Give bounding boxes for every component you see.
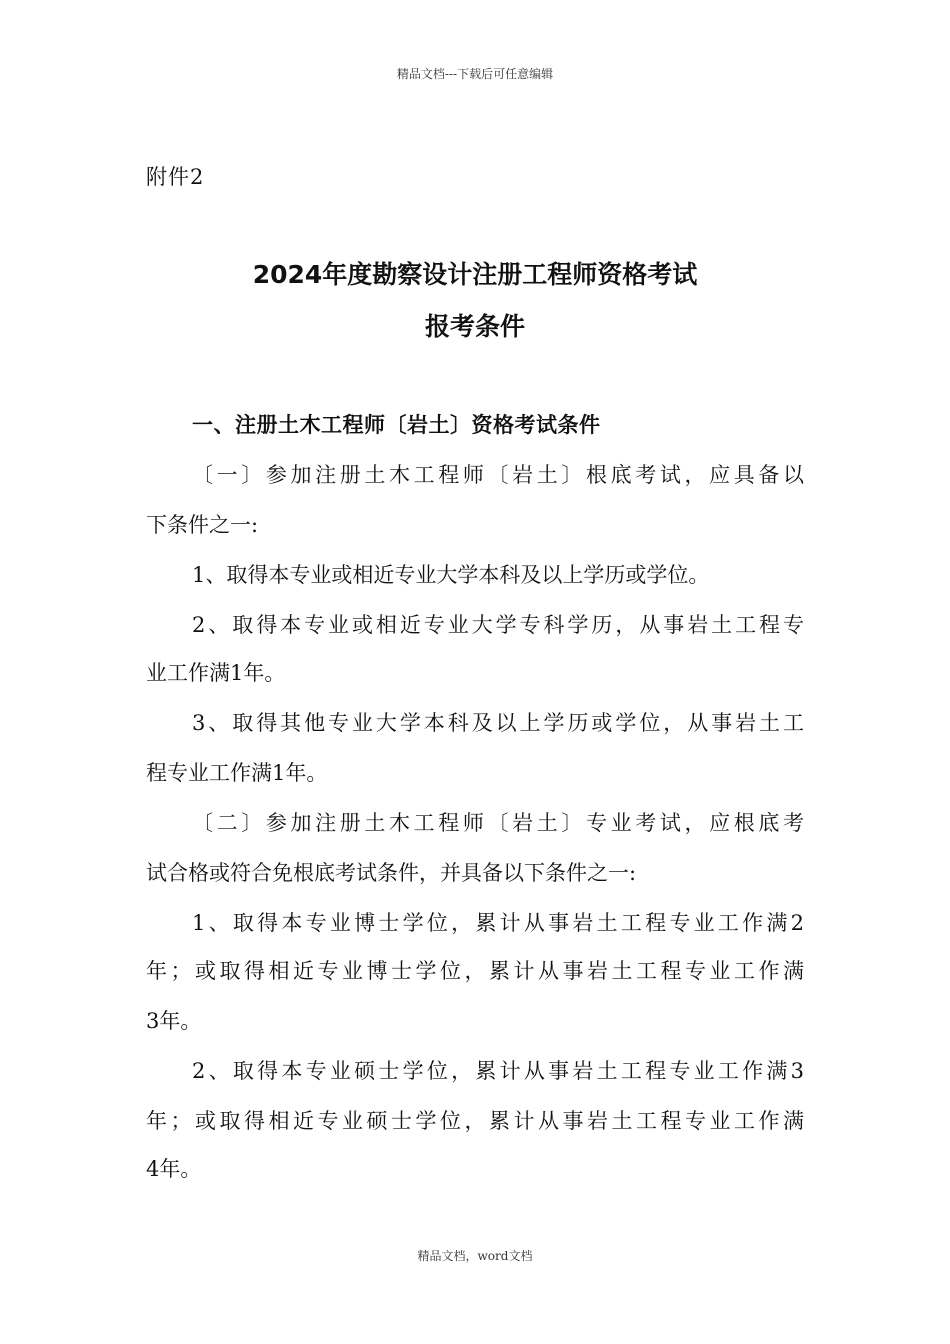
part1-intro-line-1: 〔一〕参加注册土木工程师〔岩土〕根底考试，应具备以 [192,463,804,487]
part2-item-2-line-2: 年；或取得相近专业硕士学位，累计从事岩土工程专业工作满 [146,1109,804,1133]
part1-item-2-line-1: 2、取得本专业或相近专业大学专科学历，从事岩土工程专 [192,613,804,637]
document-title-line-2: 报考条件 [424,312,525,341]
part1-intro-line-2: 下条件之一: [146,513,259,537]
attachment-label: 附件2 [146,165,205,189]
part2-item-1-line-1: 1、取得本专业博士学位，累计从事岩土工程专业工作满2 [192,911,804,935]
part2-item-1-line-3: 3年。 [146,1009,202,1033]
part2-item-1-line-2: 年；或取得相近专业博士学位，累计从事岩土工程专业工作满 [146,959,804,983]
section-heading: 一、注册土木工程师〔岩土〕资格考试条件 [192,413,601,437]
part2-intro-line-1: 〔二〕参加注册土木工程师〔岩土〕专业考试，应根底考 [192,811,804,835]
part1-item-3-line-1: 3、取得其他专业大学本科及以上学历或学位，从事岩土工 [192,711,804,735]
part1-item-3-line-2: 程专业工作满1年。 [146,761,328,785]
part1-item-2-line-2: 业工作满1年。 [146,661,286,685]
part2-intro-line-2: 试合格或符合免根底考试条件，并具备以下条件之一: [146,861,637,885]
part2-item-2-line-1: 2、取得本专业硕士学位，累计从事岩土工程专业工作满3 [192,1059,804,1083]
part1-item-1: 1、取得本专业或相近专业大学本科及以上学历或学位。 [192,563,710,587]
page-header-note: 精品文档---下载后可任意编辑 [396,67,554,81]
page-footer-note: 精品文档，word文档 [417,1249,533,1263]
part2-item-2-line-3: 4年。 [146,1157,202,1181]
document-title-line-1: 2024年度勘察设计注册工程师资格考试 [252,260,698,289]
